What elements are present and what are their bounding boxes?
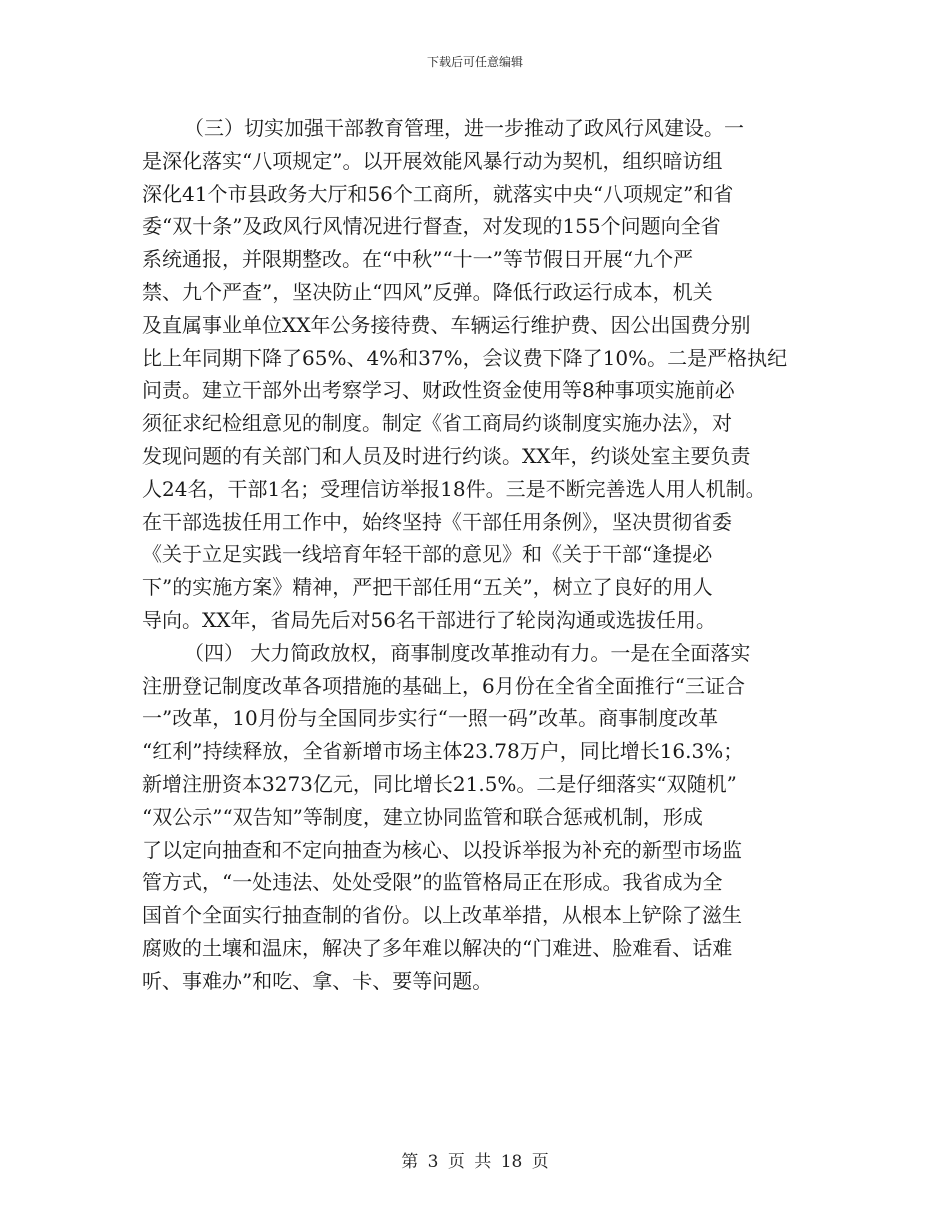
text-line: 须征求纪检组意见的制度。制定《省工商局约谈制度实施办法》，对 xyxy=(142,411,732,436)
text-line: 国首个全面实行抽查制的省份。以上改革举措，从根本上铲除了滋生 xyxy=(142,903,742,928)
text-line: 问责。建立干部外出考察学习、财政性资金使用等8种事项实施前必 xyxy=(142,378,735,403)
text-line: “双公示”“双告知”等制度，建立协同监管和联合惩戒机制，形成 xyxy=(142,804,703,829)
text-line: 腐败的土壤和温床，解决了多年难以解决的“门难进、脸难看、话难 xyxy=(142,935,733,960)
text-line: 是深化落实“八项规定”。以开展效能风暴行动为契机，组织暗访组 xyxy=(142,148,723,173)
page-number: 第 3 页 共 18 页 xyxy=(401,1152,549,1172)
text-line: （三）切实加强干部教育管理，进一步推动了政风行风建设。一 xyxy=(184,116,744,140)
text-line: 了以定向抽查和不定向抽查为核心、以投诉举报为补充的新型市场监 xyxy=(142,837,742,862)
text-line: 在干部选拔任用工作中，始终坚持《干部任用条例》，坚决贯彻省委 xyxy=(142,509,732,534)
text-line: “红利”持续释放，全省新增市场主体23.78万户，同比增长16.3%； xyxy=(142,739,744,764)
text-line: 系统通报，并限期整改。在“中秋”“十一”等节假日开展“九个严 xyxy=(142,247,694,272)
text-line: 人24名，干部1名；受理信访举报18件。三是不断完善选人用人机制。 xyxy=(142,476,766,501)
text-line: 听、事难办”和吃、拿、卡、要等问题。 xyxy=(142,968,493,993)
text-line: 发现问题的有关部门和人员及时进行约谈。XX年，约谈处室主要负责 xyxy=(142,443,751,468)
text-line: 管方式，“一处违法、处处受限”的监管格局正在形成。我省成为全 xyxy=(142,870,723,895)
text-line: 比上年同期下降了65%、4%和37%，会议费下降了10%。二是严格执纪 xyxy=(142,345,788,370)
paragraph-3 xyxy=(142,112,822,637)
text-line: 一”改革，10月份与全国同步实行“一照一码”改革。商事制度改革 xyxy=(142,706,719,731)
text-line: 禁、九个严查”，坚决防止“四风”反弹。降低行政运行成本，机关 xyxy=(142,279,713,304)
text-line: 注册登记制度改革各项措施的基础上，6月份在全省全面推行“三证合 xyxy=(142,673,745,698)
text-line: 深化41个市县政务大厅和56个工商所，就落实中央“八项规定”和省 xyxy=(142,181,734,206)
page-header: 下载后可任意编辑 xyxy=(426,55,523,69)
text-line: （四） 大力简政放权，商事制度改革推动有力。一是在全面落实 xyxy=(184,640,751,665)
text-line: 导向。XX年，省局先后对56名干部进行了轮岗沟通或选拔任用。 xyxy=(142,607,716,632)
paragraph-4 xyxy=(142,637,822,998)
text-line: 《关于立足实践一线培育年轻干部的意见》和《关于干部“逢提必 xyxy=(142,542,713,567)
body-text xyxy=(142,112,822,998)
text-line: 新增注册资本3273亿元，同比增长21.5%。二是仔细落实“双随机” xyxy=(142,771,737,796)
text-line: 下”的实施方案》精神，严把干部任用“五关”，树立了良好的用人 xyxy=(142,575,713,600)
text-line: 委“双十条”及政风行风情况进行督查，对发现的155个问题向全省 xyxy=(142,214,721,239)
text-line: 及直属事业单位XX年公务接待费、车辆运行维护费、因公出国费分别 xyxy=(142,312,751,337)
